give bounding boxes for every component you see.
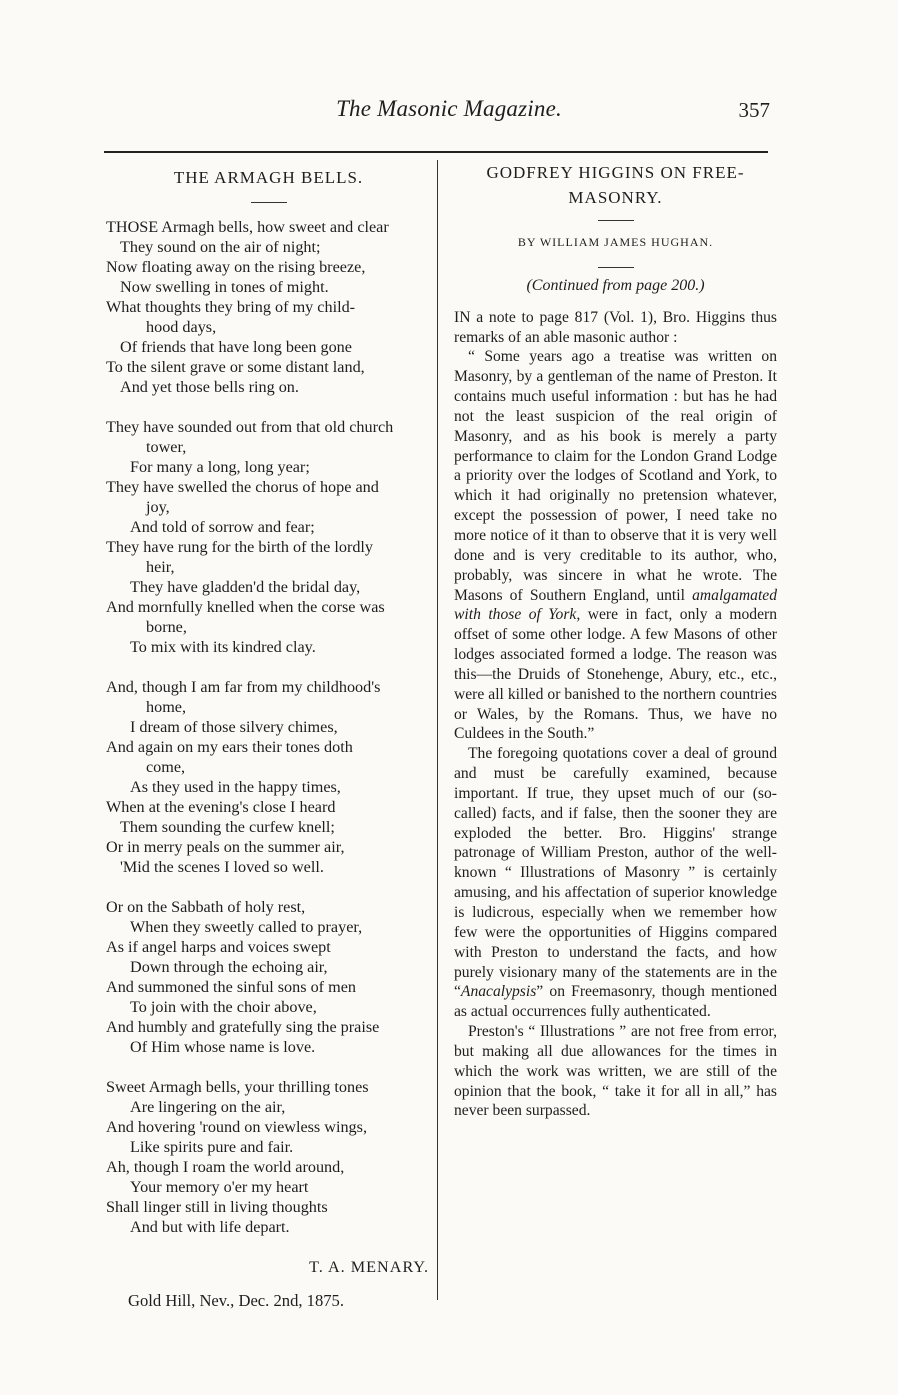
poem-line: Them sounding the curfew knell; bbox=[120, 818, 335, 836]
poem-stanza bbox=[106, 897, 431, 1057]
article-title-line: MASONRY. bbox=[568, 188, 663, 207]
header-rule bbox=[104, 151, 768, 153]
poem-line: THOSE Armagh bells, how sweet and clear bbox=[106, 218, 389, 236]
poem-line: Or in merry peals on the summer air, bbox=[106, 838, 345, 856]
article-paragraph: IN a note to page 817 (Vol. 1), Bro. Higgins thus remarks of an able masonic author : bbox=[454, 308, 777, 346]
poem-line: And, though I am far from my childhood's bbox=[106, 678, 381, 696]
article-column bbox=[454, 160, 777, 1121]
poem-stanza bbox=[106, 1077, 431, 1237]
poem-stanza bbox=[106, 217, 431, 397]
poem-line: tower, bbox=[146, 438, 187, 456]
column-divider bbox=[437, 160, 438, 1300]
article-paragraph bbox=[454, 744, 777, 1022]
poem-line: They have gladden'd the bridal day, bbox=[130, 578, 361, 596]
title-rule bbox=[251, 202, 287, 203]
poem-line: Shall linger still in living thoughts bbox=[106, 1198, 328, 1216]
magazine-title: The Masonic Magazine. bbox=[336, 96, 562, 121]
page-number: 357 bbox=[738, 98, 770, 122]
poem-line: Sweet Armagh bells, your thrilling tones bbox=[106, 1078, 369, 1096]
poem-line: They have sounded out from that old church bbox=[106, 418, 394, 436]
continued-note: (Continued from page 200.) bbox=[526, 276, 705, 294]
poem-line: As if angel harps and voices swept bbox=[106, 938, 331, 956]
poem-line: heir, bbox=[146, 558, 175, 576]
poem-line: I dream of those silvery chimes, bbox=[130, 718, 338, 736]
poem-line: And told of sorrow and fear; bbox=[130, 518, 315, 536]
poem-line: home, bbox=[146, 698, 187, 716]
poem-line: And yet those bells ring on. bbox=[120, 378, 299, 396]
article-title bbox=[454, 160, 777, 210]
poem-line: Your memory o'er my heart bbox=[130, 1178, 309, 1196]
book-title-emphasis: Anacalypsis bbox=[460, 983, 537, 1001]
poem-stanza bbox=[106, 677, 431, 877]
poem-line: For many a long, long year; bbox=[130, 458, 310, 476]
poem-dateline: Gold Hill, Nev., Dec. 2nd, 1875. bbox=[128, 1291, 344, 1310]
poem-line: And but with life depart. bbox=[130, 1218, 290, 1236]
poem-line: What thoughts they bring of my child- bbox=[106, 298, 356, 316]
poem-body bbox=[106, 217, 431, 1237]
poem-line: And mornfully knelled when the corse was bbox=[106, 598, 385, 616]
poem-line: Now swelling in tones of might. bbox=[120, 278, 329, 296]
poem-line: And summoned the sinful sons of men bbox=[106, 978, 356, 996]
quote-emphasis: amalgamated with those of York, bbox=[454, 586, 777, 624]
poem-line: They have swelled the chorus of hope and bbox=[106, 478, 379, 496]
poem-line: As they used in the happy times, bbox=[130, 778, 341, 796]
paragraph-text: ” on Freemasonry, though mentioned as actual occurrences fully authenticated. bbox=[454, 983, 777, 1021]
byline-rule bbox=[598, 267, 634, 268]
poem-line: Of friends that have long been gone bbox=[120, 338, 352, 356]
poem-line: To mix with its kindred clay. bbox=[130, 638, 316, 656]
poem-line: And hovering 'round on viewless wings, bbox=[106, 1118, 367, 1136]
poem-line: Or on the Sabbath of holy rest, bbox=[106, 898, 306, 916]
poem-title: THE ARMAGH BELLS. bbox=[173, 168, 364, 187]
paragraph-text: The foregoing quotations cover a deal of ground and must be carefully examined, because important. If true, they upset much of our (so-called) facts, and if false, then the sooner they are exploded the better. Bro. Higgins' strange patronage of William Preston, author of the well-known “ Illustrations of Masonry ” is certainly amusing, and his affectation of superior knowledge is ludicrous, especially when we remember how few were the opportunities of Higgins compared with Preston to understand the facts, and how purely visionary many of the statements are in the “ bbox=[454, 745, 777, 1001]
poem-line: Ah, though I roam the world around, bbox=[106, 1158, 345, 1176]
poem-line: Of Him whose name is love. bbox=[130, 1038, 316, 1056]
poem-line: And humbly and gratefully sing the praise bbox=[106, 1018, 380, 1036]
article-paragraph: Preston's “ Illustrations ” are not free from error, but making all due allowances for the times in which the work was written, we are still of the opinion that the book, “ take it for all in all,” has never been surpassed. bbox=[454, 1023, 777, 1120]
poem-line: Down through the echoing air, bbox=[130, 958, 328, 976]
article-paragraph bbox=[454, 347, 777, 744]
article-byline: BY WILLIAM JAMES HUGHAN. bbox=[517, 235, 714, 249]
poem-line: hood days, bbox=[146, 318, 217, 336]
poem-line: Like spirits pure and fair. bbox=[130, 1138, 294, 1156]
poem-line: And again on my ears their tones doth bbox=[106, 738, 353, 756]
poem-line: To the silent grave or some distant land, bbox=[106, 358, 365, 376]
poem-line: joy, bbox=[146, 498, 170, 516]
poem-line: When at the evening's close I heard bbox=[106, 798, 336, 816]
quote-text: “ Some years ago a treatise was written on Masonry, by a gentleman of the name of Preston. It contains much useful information : but has he had not the least suspicion of the real origin of Masonry, and as his book is merely a party performance to claim for the London Grand Lodge a priority over the lodges of Scotland and York, to which it had originally no pretension whatever, except the possession of power, I need take no more notice of it than to observe that it is very well done and is very creditable to its author, who, probably, was sincere in what he wrote. The Masons of Southern England, until bbox=[454, 348, 777, 604]
poem-signature: T. A. MENARY. bbox=[309, 1258, 429, 1276]
poem-line: Now floating away on the rising breeze, bbox=[106, 258, 366, 276]
poem-line: To join with the choir above, bbox=[130, 998, 317, 1016]
poem-line: When they sweetly called to prayer, bbox=[130, 918, 363, 936]
poem-line: They have rung for the birth of the lordly bbox=[106, 538, 374, 556]
article-title-line: GODFREY HIGGINS ON FREE- bbox=[486, 163, 745, 182]
poem-line: 'Mid the scenes I loved so well. bbox=[120, 858, 324, 876]
poem-line: come, bbox=[146, 758, 186, 776]
poem-line: Are lingering on the air, bbox=[130, 1098, 286, 1116]
poem-line: They sound on the air of night; bbox=[120, 238, 321, 256]
title-rule bbox=[598, 220, 634, 221]
quote-text: were in fact, only a modern offset of some other lodge. A few Masons of other lodges associated formed a lodge. The reason was this—the Druids of Stonehenge, Abury, etc., etc., were all killed or banished to the northern countries or Wales, by the Romans. Thus, we have no Culdees in the South.” bbox=[454, 606, 777, 743]
poem-column bbox=[106, 168, 431, 1311]
poem-stanza bbox=[106, 417, 431, 657]
poem-line: borne, bbox=[146, 618, 187, 636]
